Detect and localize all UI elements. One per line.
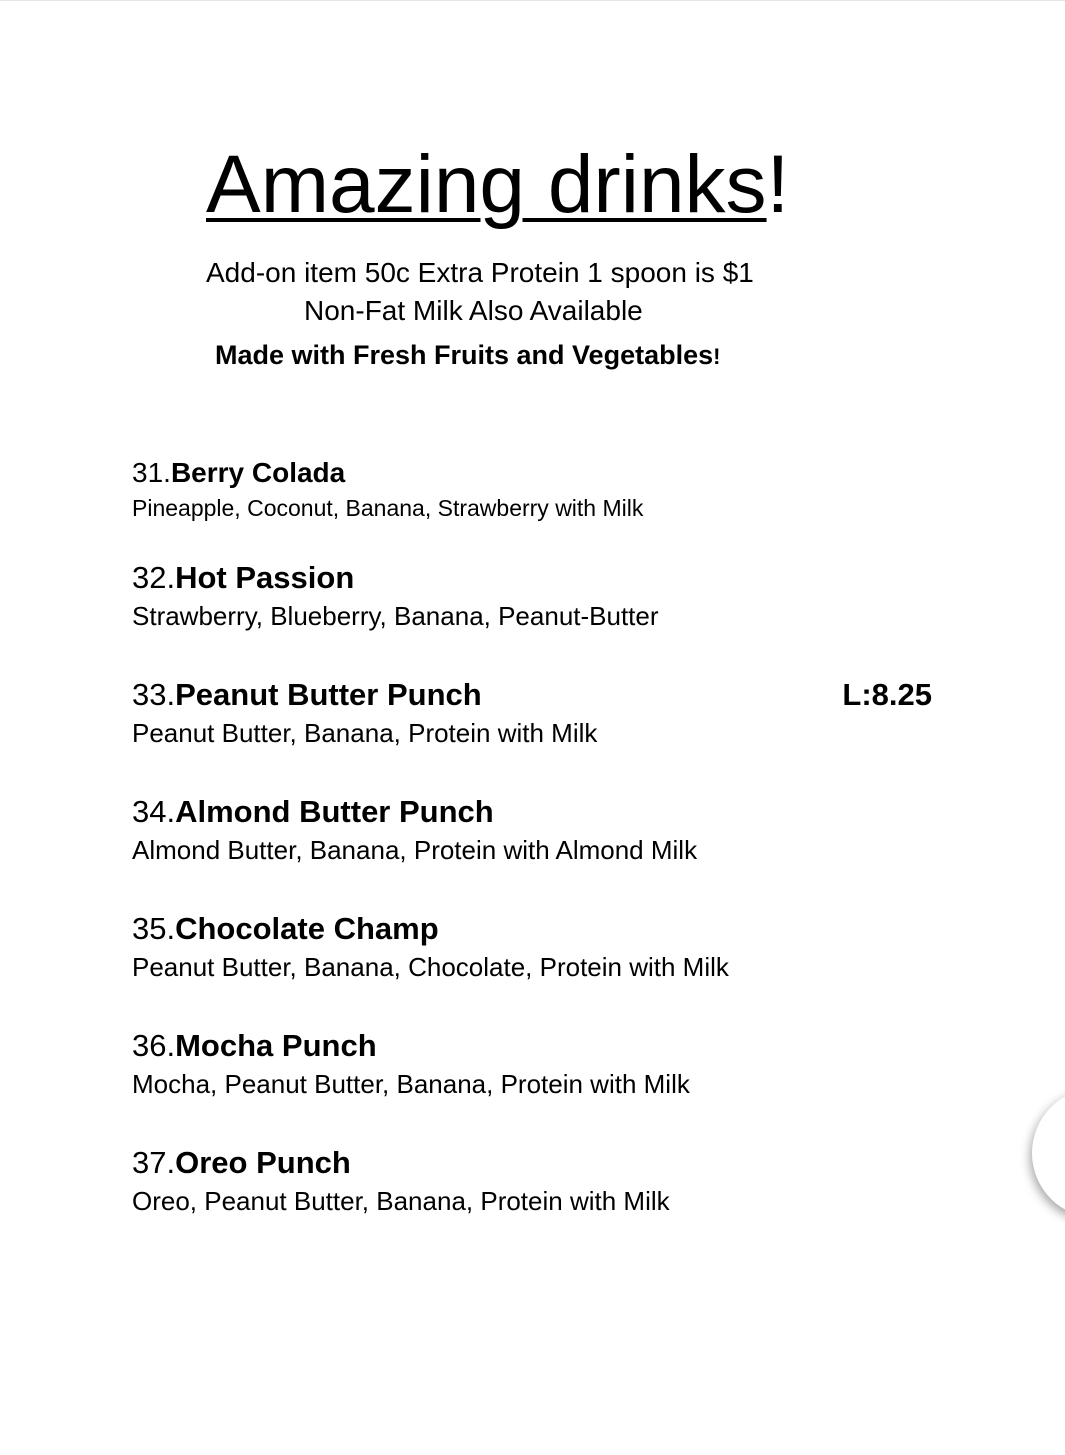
menu-item-name: Hot Passion	[175, 560, 355, 595]
menu-item-description: Peanut Butter, Banana, Chocolate, Protein with Milk	[132, 952, 729, 982]
menu-item-heading	[132, 1027, 952, 1065]
floating-action-button[interactable]	[1032, 1088, 1065, 1218]
menu-item-heading	[132, 559, 952, 597]
menu-item-name: Oreo Punch	[175, 1145, 351, 1180]
page-title-text: Amazing drinks	[206, 139, 767, 230]
menu-item-heading	[132, 1144, 952, 1182]
menu-item-number: 35.	[132, 911, 176, 946]
menu-item-name: Almond Butter Punch	[175, 794, 494, 829]
fresh-ingredients-line	[215, 338, 720, 374]
menu-item-number: 34.	[132, 794, 176, 829]
menu-item-number: 32.	[132, 560, 176, 595]
drinks-menu-list	[132, 455, 952, 1261]
menu-item-number: 31.	[132, 457, 171, 488]
addon-info-line: Add-on item 50c Extra Protein 1 spoon is $1	[206, 257, 754, 288]
page-title-suffix: !	[766, 139, 790, 230]
page-title	[206, 135, 789, 235]
menu-item-chocolate-champ	[132, 910, 952, 1027]
fresh-ingredients-text: Made with Fresh Fruits and Vegetables	[215, 340, 714, 370]
menu-item-description: Peanut Butter, Banana, Protein with Milk	[132, 718, 598, 748]
menu-item-name: Peanut Butter Punch	[175, 677, 482, 712]
menu-item-description: Mocha, Peanut Butter, Banana, Protein with Milk	[132, 1069, 690, 1099]
milk-info-line: Non-Fat Milk Also Available	[304, 295, 643, 326]
menu-item-description: Pineapple, Coconut, Banana, Strawberry with Milk	[132, 495, 644, 521]
menu-item-mocha-punch	[132, 1027, 952, 1144]
menu-item-heading	[132, 455, 952, 491]
menu-item-name: Mocha Punch	[175, 1028, 377, 1063]
menu-item-number: 36.	[132, 1028, 176, 1063]
menu-item-description: Almond Butter, Banana, Protein with Almond Milk	[132, 835, 698, 865]
menu-item-name: Chocolate Champ	[175, 911, 439, 946]
menu-item-heading	[132, 793, 952, 831]
menu-item-number: 37.	[132, 1145, 176, 1180]
menu-item-heading	[132, 910, 952, 948]
fresh-ingredients-suffix: !	[713, 344, 721, 369]
menu-item-description: Oreo, Peanut Butter, Banana, Protein with Milk	[132, 1186, 670, 1216]
menu-item-number: 33.	[132, 677, 176, 712]
menu-item-oreo-punch	[132, 1144, 952, 1261]
menu-item-peanut-butter-punch	[132, 676, 952, 793]
menu-item-name: Berry Colada	[170, 457, 346, 488]
top-divider	[0, 0, 1065, 1]
menu-item-berry-colada	[132, 455, 952, 559]
menu-item-heading	[132, 676, 952, 714]
menu-item-almond-butter-punch	[132, 793, 952, 910]
menu-item-description: Strawberry, Blueberry, Banana, Peanut-Butter	[132, 601, 659, 631]
menu-item-price: L:8.25	[842, 677, 932, 712]
menu-item-hot-passion	[132, 559, 952, 676]
